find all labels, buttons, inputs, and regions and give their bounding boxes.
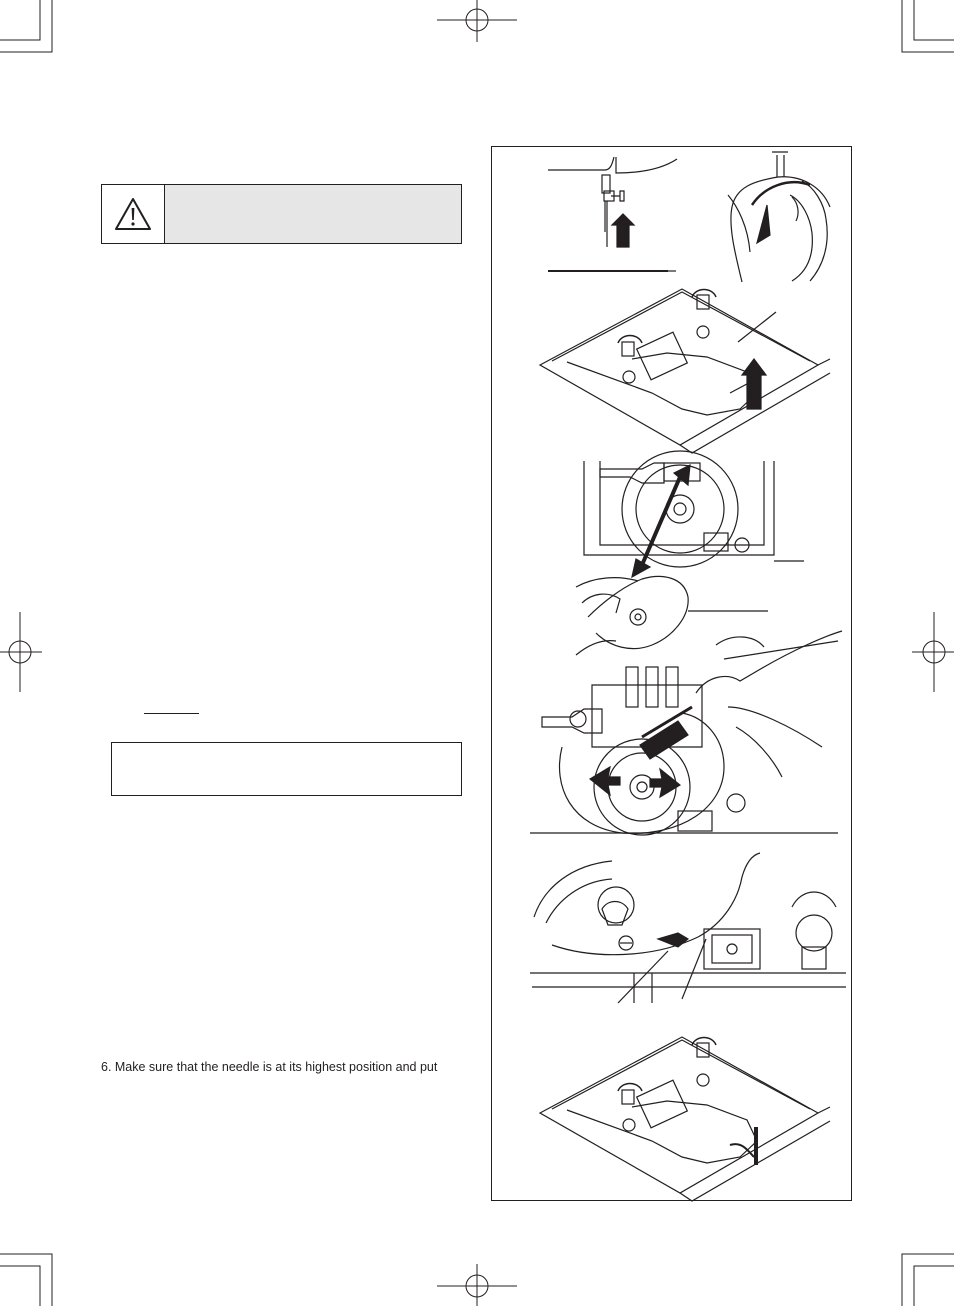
- warning-triangle-icon: [113, 196, 153, 232]
- caution-icon-cell: [102, 185, 165, 243]
- hook-detail-illustration: [530, 853, 846, 1003]
- note-box: [111, 742, 462, 796]
- crop-mark-top-left: [0, 0, 60, 55]
- caution-box: [101, 184, 462, 244]
- illustration-frame: [491, 146, 852, 1201]
- crop-mark-top-right: [900, 0, 954, 55]
- needle-plate-reattach-illustration: [540, 1037, 830, 1201]
- step-6-instruction: 6. Make sure that the needle is at its highest position and put: [101, 1060, 438, 1074]
- crop-mark-bottom-right: [900, 1251, 954, 1306]
- hook-cleaning-illustration: [530, 631, 842, 835]
- registration-mark-bottom: [437, 1264, 517, 1306]
- registration-mark-top: [437, 0, 517, 42]
- handwheel-hand-illustration: [728, 152, 830, 282]
- needle-plate-removal-illustration: [540, 289, 830, 453]
- note-heading-underline: [144, 713, 199, 714]
- caution-text-area: [165, 185, 461, 243]
- registration-mark-left: [0, 612, 42, 692]
- bobbin-case-removal-illustration: [576, 451, 804, 655]
- crop-mark-bottom-left: [0, 1251, 60, 1306]
- needle-raise-illustration: [548, 157, 677, 271]
- registration-mark-right: [912, 612, 954, 692]
